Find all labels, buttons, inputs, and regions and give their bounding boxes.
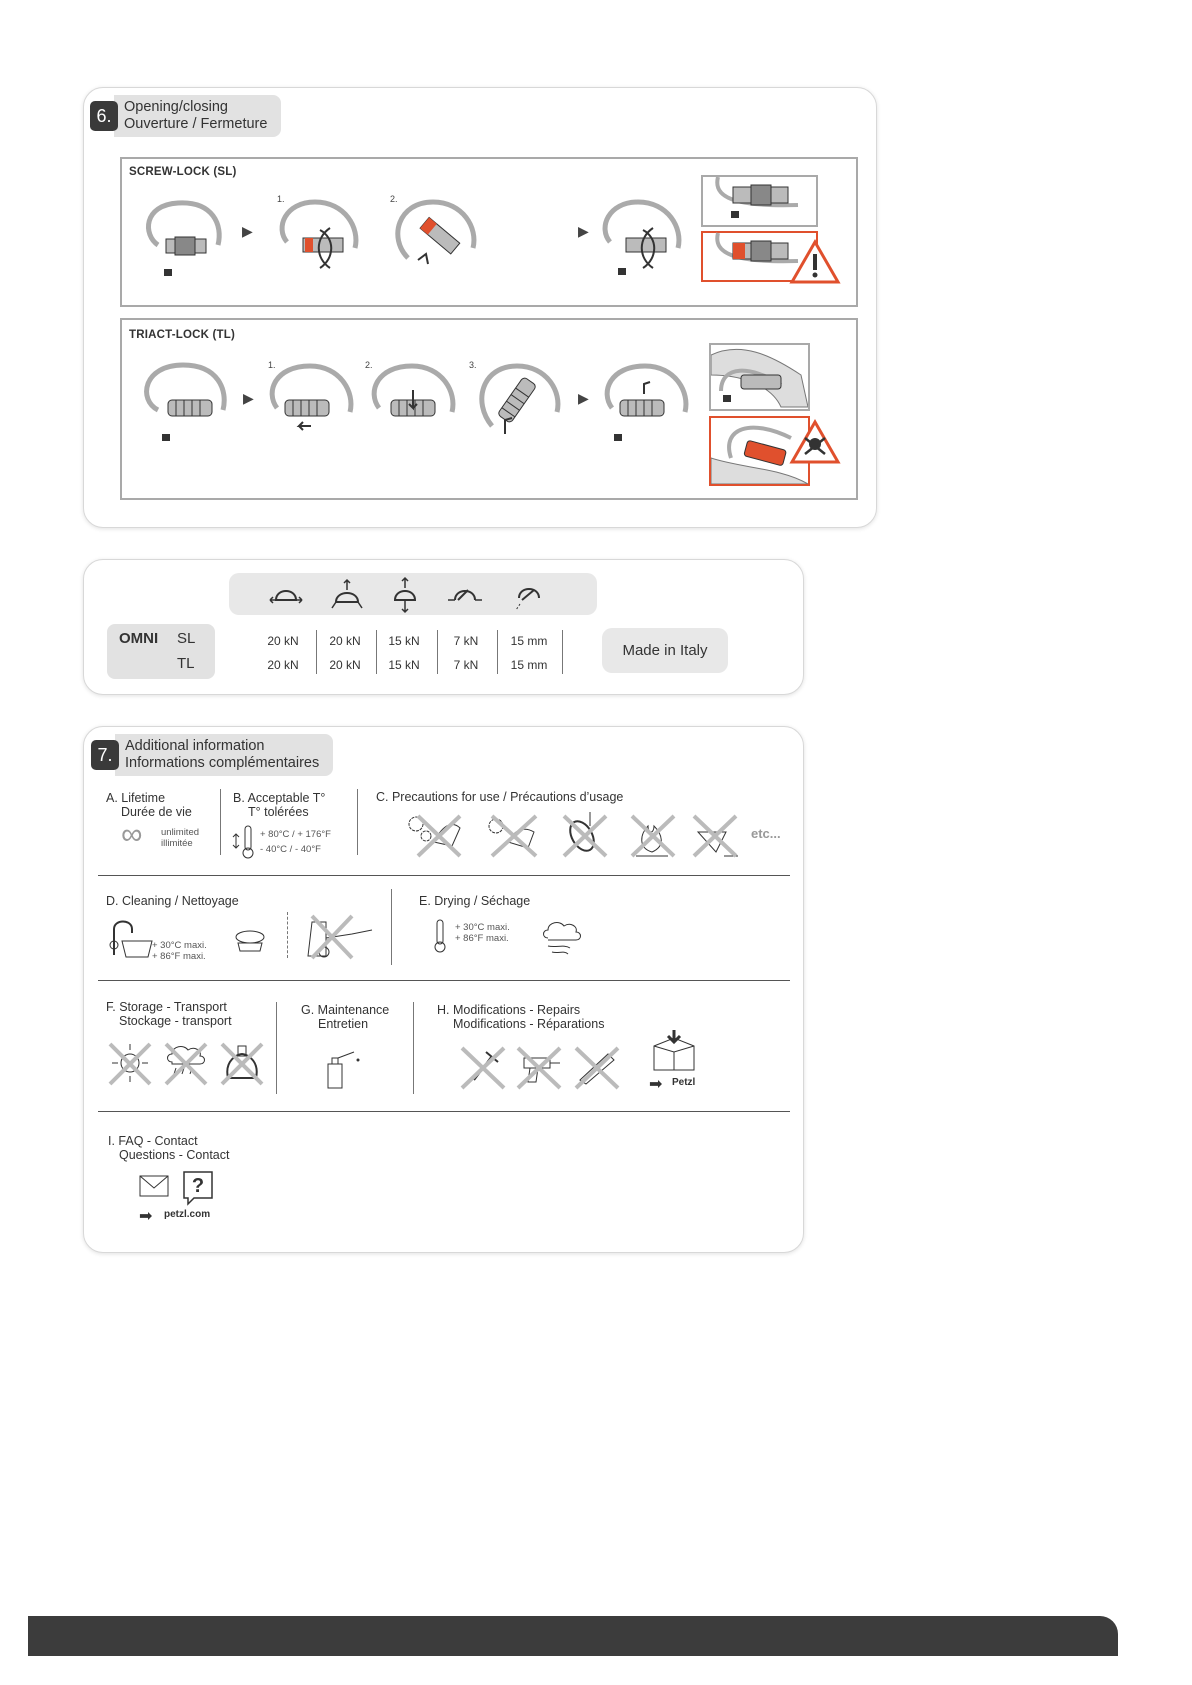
screw-lock-arrow-2: ▶	[578, 223, 589, 239]
triact-lock-correct-box	[709, 343, 810, 411]
brush-icon	[232, 925, 268, 955]
divider	[413, 1002, 414, 1094]
section-6-title	[114, 95, 281, 137]
cleaning-temperature	[152, 940, 207, 962]
screw-lock-correct-illustration	[703, 177, 816, 225]
triact-lock-label: TRIACT-LOCK (TL)	[129, 329, 236, 341]
storage-label	[106, 1000, 232, 1028]
petzl-label: Petzl	[672, 1077, 696, 1088]
modifications-label-fr: Modifications - Réparations	[453, 1017, 605, 1031]
triact-lock-step-2: 2.	[365, 360, 373, 370]
question-bubble-icon	[182, 1170, 214, 1206]
cleaning-temp-f: + 86°F maxi.	[152, 951, 206, 962]
divider	[220, 789, 221, 855]
faq-label-en: I. FAQ - Contact	[108, 1134, 198, 1148]
minor-axis-load-icon	[390, 576, 420, 614]
section-6-header	[90, 95, 281, 137]
cloud-wind-icon	[540, 918, 584, 958]
screw-lock-correct-box	[701, 175, 818, 227]
triact-lock-correct-illustration	[711, 345, 808, 409]
tl-minor-axis-value: 15 kN	[388, 658, 420, 672]
section-7-title	[115, 734, 333, 776]
thermometer-icon	[232, 824, 258, 860]
screw-lock-label: SCREW-LOCK (SL)	[129, 166, 237, 178]
temperature-label-fr: T° tolérées	[248, 805, 309, 819]
fire-prohibited-icon	[628, 812, 678, 858]
section-7-title-fr: Informations complémentaires	[125, 755, 320, 771]
section-6-title-en: Opening/closing	[124, 99, 228, 115]
triact-lock-relock-illustration	[600, 362, 695, 452]
gears-bite-prohibited-icon	[404, 812, 464, 858]
triact-lock-arrow-1: ▶	[243, 390, 254, 406]
sl-major-axis-value: 20 kN	[267, 634, 299, 648]
lifetime-label-fr: Durée de vie	[121, 805, 192, 819]
column-divider	[316, 630, 317, 674]
gate-opening-icon	[514, 578, 544, 612]
cleaning-temp-c: + 30°C maxi.	[152, 940, 207, 951]
precautions-label: C. Precautions for use / Précautions d’usage	[376, 790, 624, 804]
gate-open-load-icon	[446, 580, 484, 610]
sl-minor-axis-value: 15 kN	[388, 634, 420, 648]
svg-text:?: ?	[191, 1175, 205, 1197]
faq-label	[108, 1134, 229, 1162]
major-axis-load-icon	[268, 580, 304, 610]
section-6-title-fr: Ouverture / Fermeture	[124, 116, 268, 132]
divider	[357, 789, 358, 855]
maintenance-label	[301, 1003, 389, 1031]
drill-prohibited-icon	[514, 1044, 564, 1090]
carabiner-impact-prohibited-icon	[560, 812, 610, 858]
temperature-cold: - 40°C / - 40°F	[260, 844, 321, 855]
petzl-website-link[interactable]: petzl.com	[164, 1209, 211, 1220]
temperature-range	[260, 827, 331, 857]
version-sl: SL	[177, 630, 196, 647]
tl-major-axis-value: 20 kN	[267, 658, 299, 672]
dashed-divider	[287, 912, 289, 958]
bag-prohibited-icon	[218, 1040, 266, 1086]
oil-can-icon	[318, 1050, 364, 1090]
thermometer-icon	[432, 918, 448, 954]
screw-lock-step2-illustration	[388, 198, 483, 288]
maintenance-label-en: G. Maintenance	[301, 1003, 390, 1017]
screw-lock-relock-illustration	[598, 198, 693, 288]
column-divider	[562, 630, 563, 674]
triact-lock-arrow-2: ▶	[578, 390, 589, 406]
section-6-number: 6.	[90, 101, 118, 131]
etc-label: etc...	[751, 826, 781, 841]
divider	[391, 889, 392, 965]
triact-lock-closed-illustration	[138, 360, 233, 450]
cleaning-label: D. Cleaning / Nettoyage	[106, 894, 239, 908]
drying-temp-f: + 86°F maxi.	[455, 933, 509, 944]
section-7-title-en: Additional information	[125, 738, 265, 754]
warning-icon	[790, 240, 840, 284]
modifications-label-en: H. Modifications - Repairs	[437, 1003, 581, 1017]
drying-temperature	[455, 922, 510, 944]
tap-water-icon	[108, 915, 154, 959]
saw-prohibited-icon	[572, 1044, 622, 1090]
storage-label-fr: Stockage - transport	[119, 1014, 232, 1028]
section-7-header	[91, 734, 333, 776]
made-in-badge: Made in Italy	[602, 628, 728, 673]
chemical-prohibited-icon	[690, 812, 740, 858]
three-way-load-icon	[330, 578, 364, 612]
version-tl: TL	[177, 655, 195, 672]
triact-lock-step-1: 1.	[268, 360, 276, 370]
drying-label: E. Drying / Séchage	[419, 894, 531, 908]
footer-bar	[28, 1616, 1118, 1656]
triact-lock-step2-illustration	[367, 362, 462, 452]
lifetime-value-fr: illimitée	[161, 838, 193, 849]
arrow-right-icon: ➡	[649, 1076, 663, 1093]
column-divider	[437, 630, 438, 674]
model-name: OMNI	[119, 630, 159, 647]
column-divider	[497, 630, 498, 674]
temperature-hot: + 80°C / + 176°F	[260, 829, 331, 840]
screw-lock-step1-illustration	[275, 198, 365, 288]
sl-gate-opening-value: 15 mm	[510, 634, 548, 648]
triact-lock-step-3: 3.	[469, 360, 477, 370]
infinity-icon: ∞	[121, 818, 143, 851]
lifetime-label	[106, 791, 192, 819]
tl-gate-opening-value: 15 mm	[510, 658, 548, 672]
tl-gate-open-value: 7 kN	[453, 658, 479, 672]
screw-lock-closed-illustration	[138, 195, 228, 285]
sl-three-way-value: 20 kN	[329, 634, 361, 648]
lifetime-value-en: unlimited	[161, 827, 200, 838]
arrow-right-icon: ➡	[139, 1208, 153, 1225]
sun-prohibited-icon	[106, 1040, 154, 1086]
modifications-label	[437, 1003, 604, 1031]
temperature-label-en: B. Acceptable T°	[233, 791, 326, 805]
column-divider	[376, 630, 377, 674]
temperature-label	[233, 791, 325, 819]
divider	[276, 1002, 277, 1094]
lifetime-value	[161, 827, 199, 849]
pressure-washer-prohibited-icon	[302, 912, 382, 962]
rain-prohibited-icon	[162, 1040, 210, 1086]
triact-lock-step3-illustration	[472, 362, 567, 452]
maintenance-label-fr: Entretien	[318, 1017, 369, 1031]
row-divider	[98, 1111, 790, 1112]
drying-temp-c: + 30°C maxi.	[455, 922, 510, 933]
sl-gate-open-value: 7 kN	[453, 634, 479, 648]
screw-lock-step-1: 1.	[277, 194, 285, 204]
section-7-number: 7.	[91, 740, 119, 770]
storage-label-en: F. Storage - Transport	[106, 1000, 227, 1014]
danger-skull-icon	[790, 420, 840, 464]
hammer-prohibited-icon	[458, 1044, 508, 1090]
tl-three-way-value: 20 kN	[329, 658, 361, 672]
envelope-icon	[138, 1174, 170, 1198]
screw-lock-step-2: 2.	[390, 194, 398, 204]
row-divider	[98, 875, 790, 876]
screw-lock-arrow-1: ▶	[242, 223, 253, 239]
box-return-icon	[648, 1030, 700, 1074]
faq-label-fr: Questions - Contact	[119, 1148, 230, 1162]
triact-lock-step1-illustration	[265, 362, 360, 452]
gears-hand-prohibited-icon	[484, 812, 540, 858]
row-divider	[98, 980, 790, 981]
lifetime-label-en: A. Lifetime	[106, 791, 166, 805]
